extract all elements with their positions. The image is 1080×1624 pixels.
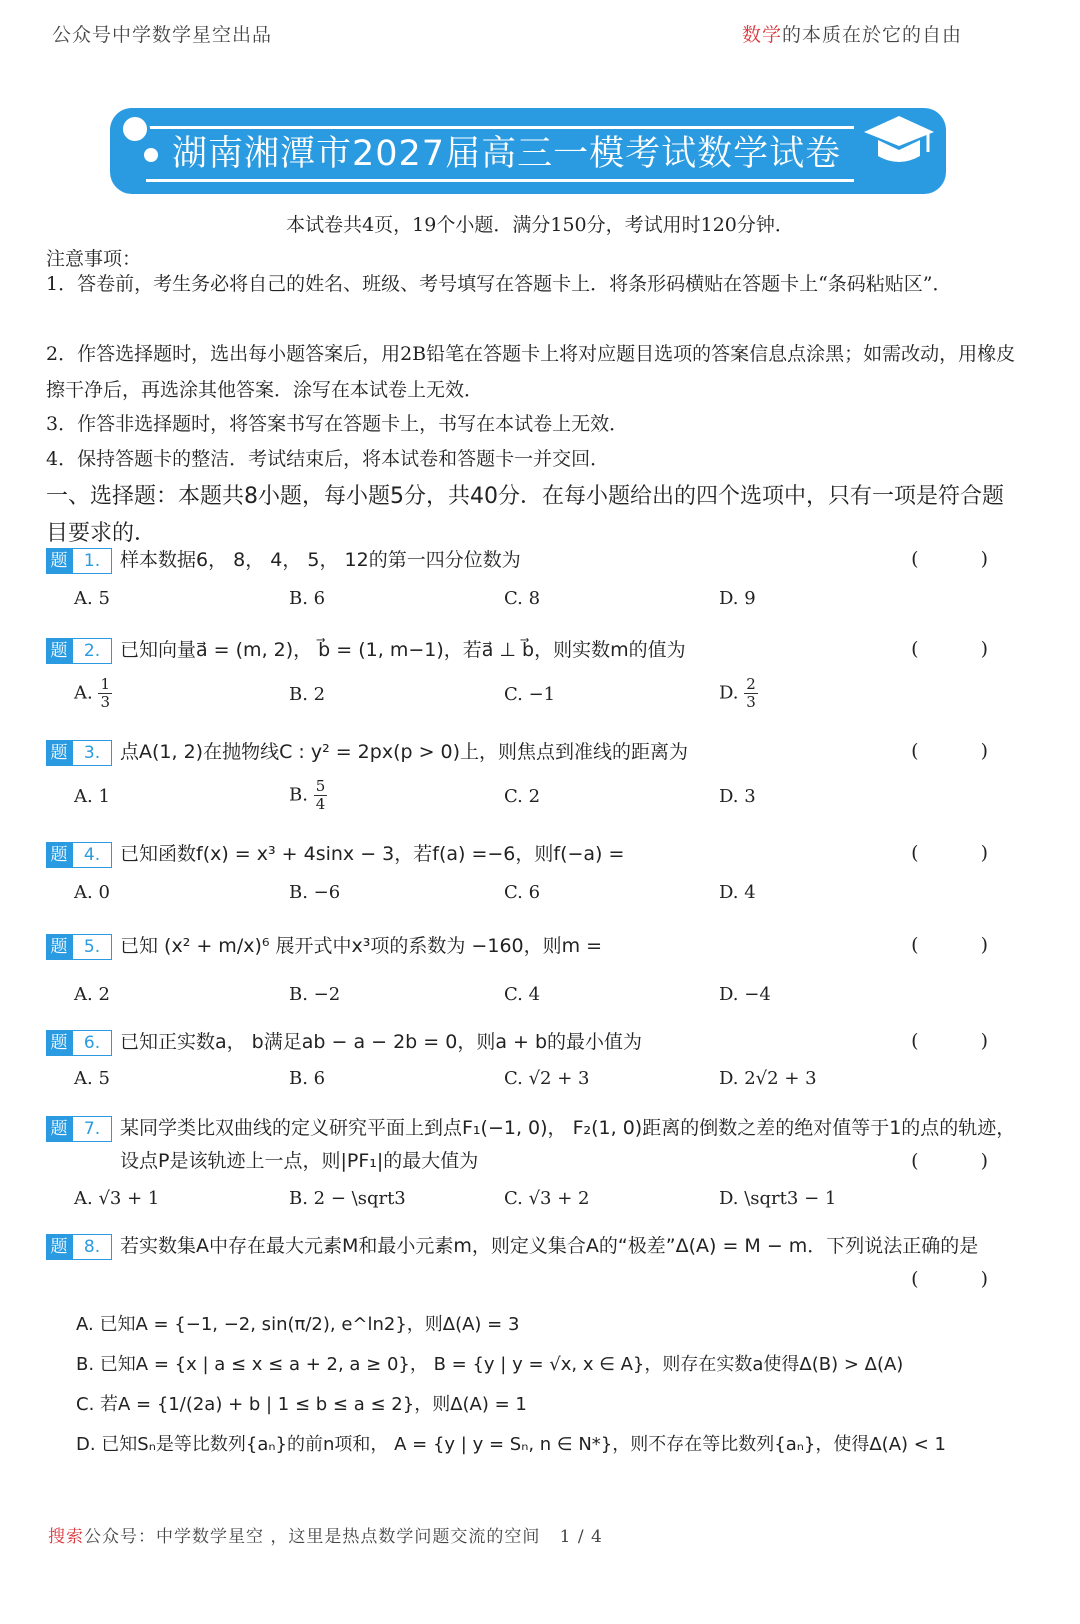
question-text: 已知 (x² + m/x)⁶ 展开式中x³项的系数为 −160，则m = [120,935,603,957]
notes-title: 注意事项： [46,248,142,270]
page-number: 1 / 4 [559,1527,603,1547]
note-item: 3．作答非选择题时，将答案书写在答题卡上，书写在本试卷上无效． [46,413,629,435]
note-item: 1．答卷前，考生务必将自己的姓名、班级、考号填写在答题卡上．将条形码横贴在答题卡上“条码粘贴区”． [46,273,952,295]
question-badge: 题 5. [46,934,112,960]
title-banner [110,108,946,194]
fraction: $\frac{5}{4}$ [315,777,326,813]
header-right-rest: 的本质在於它的自由 [781,24,962,46]
note-item: 2．作答选择题时，选出每小题答案后，用2B铅笔在答题卡上将对应题目选项的答案信息点涂黑；如需改动，用橡皮擦干净后，再选涂其他答案．涂写在本试卷上无效． [46,343,1016,401]
option-d: D. \sqrt3 − 1 [719,1188,837,1209]
option-a: A. 5 [74,588,110,609]
option-b: B. 6 [289,588,326,609]
question-badge: 题 3. [46,740,112,766]
graduation-cap-icon [862,112,936,172]
question-text: 已知正实数a， b满足ab − a − 2b = 0，则a + b的最小值为 [120,1031,643,1053]
header-right-red: 数学 [741,24,782,46]
question-badge: 题 1. [46,548,112,574]
fraction: $\frac{1}{3}$ [100,675,111,711]
footer-text: 公众号：中学数学星空 ，这里是热点数学问题交流的空间 [84,1527,541,1547]
option-d: D. 4 [719,882,756,903]
option-c: C. 6 [504,882,541,903]
question-text: 点A(1, 2)在抛物线C : y² = 2px(p > 0)上，则焦点到准线的距离为 [120,741,689,763]
question-badge: 题 2. [46,638,112,664]
answer-parens: ( ) [911,1030,1016,1052]
question-badge: 题 6. [46,1030,112,1056]
option-a: A. 1 [74,786,110,807]
question-text: 若实数集A中存在最大元素M和最小元素m，则定义集合A的“极差”Δ(A) = M − m．下列说法正确的是 [120,1235,979,1257]
option-c: C. 若A = {1/(2a) + b | 1 ≤ b ≤ a ≤ 2}，则Δ(A) = 1 [76,1394,527,1415]
exam-subtitle: 本试卷共4页，19个小题．满分150分，考试用时120分钟． [286,214,794,236]
option-b: B. 2 [289,684,326,705]
answer-parens: ( ) [911,548,1016,570]
option-d: D. −4 [719,984,771,1005]
option-b: B. −2 [289,984,341,1005]
question-badge: 题 7. [46,1116,112,1142]
option-b: B. 已知A = {x | a ≤ x ≤ a + 2, a ≥ 0}， B = {y | y = √x, x ∈ A}，则存在实数a使得Δ(B) > Δ(A) [76,1354,904,1375]
option-d: D. 2√2 + 3 [719,1068,817,1089]
option-c: C. √3 + 2 [504,1188,590,1209]
option-a: A. $\frac{1}{3}$ [74,675,111,711]
note-item: 4．保持答题卡的整洁．考试结束后，将本试卷和答题卡一并交回． [46,448,610,470]
question-text: 样本数据6， 8， 4， 5， 12的第一四分位数为 [120,549,521,571]
option-a: A. 5 [74,1068,110,1089]
option-b: B. 2 − \sqrt3 [289,1188,406,1209]
option-a: A. 2 [74,984,110,1005]
option-c: C. 2 [504,786,541,807]
option-d: D. $\frac{2}{3}$ [719,675,756,711]
answer-parens: ( ) [911,1150,1016,1172]
answer-parens: ( ) [911,1268,1016,1290]
page-footer [48,1522,603,1547]
question-text: 已知函数f(x) = x³ + 4sinx − 3，若f(a) =−6，则f(−a) = [120,843,625,865]
option-d: D. 9 [719,588,756,609]
option-b: B. 6 [289,1068,326,1089]
option-b: B. $\frac{5}{4}$ [289,777,326,813]
answer-parens: ( ) [911,934,1016,956]
option-c: C. 8 [504,588,541,609]
option-d: D. 已知Sₙ是等比数列{aₙ}的前n项和， A = {y | y = Sₙ, n ∈ N*}，则不存在等比数列{aₙ}，使得Δ(A) < 1 [76,1434,947,1455]
option-a: A. 已知A = {−1, −2, sin(π/2), e^ln2}，则Δ(A) = 3 [76,1314,520,1335]
option-c: C. 4 [504,984,541,1005]
question-badge: 题 8. [46,1234,112,1260]
banner-line-bottom [146,179,854,182]
option-d: D. 3 [719,786,756,807]
option-a: A. 0 [74,882,110,903]
answer-parens: ( ) [911,638,1016,660]
option-b: B. −6 [289,882,341,903]
option-c: C. −1 [504,684,556,705]
option-a: A. √3 + 1 [74,1188,160,1209]
question-text: 某同学类比双曲线的定义研究平面上到点F₁(−1, 0)， F₂(1, 0)距离的倒数之差的绝对值等于1的点的轨迹，设点P是该轨迹上一点，则|PF₁|的最大值为 [120,1117,1016,1172]
banner-bullet-icon [144,148,158,162]
question-badge: 题 4. [46,842,112,868]
section-heading: 一、选择题：本题共8小题，每小题5分，共40分．在每小题给出的四个选项中，只有一项是符合题目要求的． [46,484,1004,546]
answer-parens: ( ) [911,740,1016,762]
header-left: 公众号中学数学星空出品 [52,24,273,46]
answer-parens: ( ) [911,842,1016,864]
fraction: $\frac{2}{3}$ [746,675,756,711]
option-c: C. √2 + 3 [504,1068,590,1089]
exam-title: 湖南湘潭市2027届高三一模考试数学试卷 [172,134,842,174]
footer-red: 搜索 [48,1527,84,1547]
question-text: 已知向量a⃗ = (m, 2)， b⃗ = (1, m−1)，若a⃗ ⊥ b⃗，则实数m的值为 [120,639,686,661]
banner-dot-icon [120,114,150,144]
header-right [742,20,962,47]
